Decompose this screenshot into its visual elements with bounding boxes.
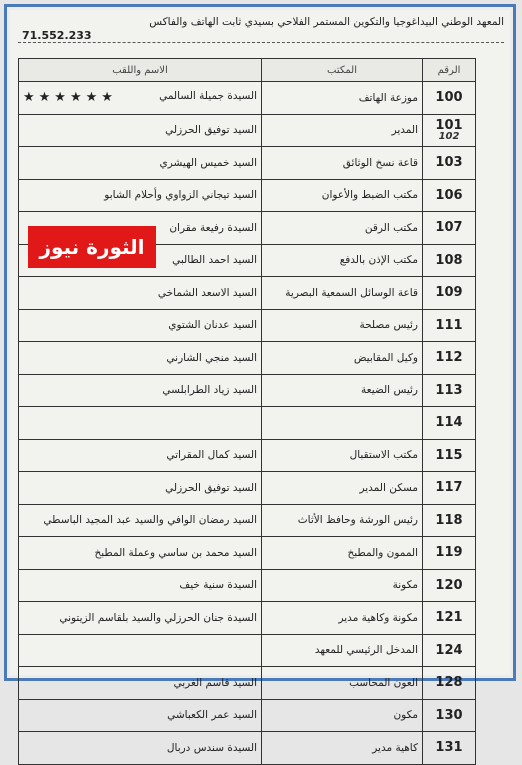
header-office: المكتب: [262, 59, 423, 82]
extension-number: 117: [423, 472, 476, 505]
extension-number: 112: [423, 342, 476, 375]
person-name: السيد محمد بن ساسي وعملة المطبخ: [19, 537, 262, 570]
office-name: مكتب الإذن بالدفع: [262, 244, 423, 277]
person-name: السيدة سندس دربال: [19, 732, 262, 765]
table-row: [19, 602, 476, 635]
extension-number: 114: [423, 407, 476, 440]
table-row: [19, 537, 476, 570]
office-name: رئيس الورشة وحافظ الأثاث: [262, 504, 423, 537]
table-row: [19, 472, 476, 505]
document-frame: [4, 4, 516, 756]
person-name: السيد توفيق الحرزلي: [19, 472, 262, 505]
office-name: كاهية مدير: [262, 732, 423, 765]
office-name: مكتب الرقن: [262, 212, 423, 245]
office-name: مكونة وكاهية مدير: [262, 602, 423, 635]
office-name: مكتب الاستقبال: [262, 439, 423, 472]
office-name: المدخل الرئيسي للمعهد: [262, 634, 423, 667]
office-name: العون المحاسب: [262, 667, 423, 700]
institute-header: [18, 16, 504, 43]
extension-number: 130: [423, 699, 476, 732]
extension-number: 113: [423, 374, 476, 407]
table-row: [19, 732, 476, 765]
person-name: السيدة سنية خيف: [19, 569, 262, 602]
table-row: [19, 634, 476, 667]
handwritten-extension: 102: [438, 130, 460, 142]
office-name: رئيس مصلحة: [262, 309, 423, 342]
extension-number: 119: [423, 537, 476, 570]
office-name: [262, 407, 423, 440]
table-row: [19, 439, 476, 472]
office-name: الممون والمطبخ: [262, 537, 423, 570]
office-name: مسكن المدير: [262, 472, 423, 505]
table-row: [19, 114, 476, 147]
extension-number: 121: [423, 602, 476, 635]
extension-number: 109: [423, 277, 476, 310]
table-row: [19, 504, 476, 537]
office-name: رئيس الضيعة: [262, 374, 423, 407]
person-name: السيد عمر الكعباشي: [19, 699, 262, 732]
person-name: السيد احمد الطالبي: [19, 244, 262, 277]
extension-number: 108: [423, 244, 476, 277]
person-name: [19, 407, 262, 440]
person-name: السيد تيجاني الزواوي وأحلام الشابو: [19, 179, 262, 212]
extension-number: 131: [423, 732, 476, 765]
person-name: السيد خميس الهيشري: [19, 147, 262, 180]
table-row: [19, 147, 476, 180]
person-name: السيدة جنان الحرزلي والسيد بلقاسم الزيتوني: [19, 602, 262, 635]
table-row: [19, 374, 476, 407]
person-name: السيد قاسم الغربي: [19, 667, 262, 700]
extension-number: 107: [423, 212, 476, 245]
person-name: السيد منجي الشارني: [19, 342, 262, 375]
stars-annotation: ★★★★★★: [23, 90, 117, 106]
table-row: [19, 699, 476, 732]
person-name: السيد توفيق الحرزلي: [19, 114, 262, 147]
table-row: [19, 277, 476, 310]
header-number: الرقم: [423, 59, 476, 82]
person-name: السيد رمضان الوافي والسيد عبد المجيد الباسطي: [19, 504, 262, 537]
extension-number: 106: [423, 179, 476, 212]
institute-title: المعهد الوطني البيداغوجيا والتكوين المستمر الفلاحي بسيدي ثابت الهاتف والفاكس: [149, 16, 504, 28]
extension-number: 103: [423, 147, 476, 180]
watermark-logo: [28, 226, 156, 268]
person-name: السيد كمال المقراتي: [19, 439, 262, 472]
person-name: السيد زياد الطرابلسي: [19, 374, 262, 407]
extension-number: 128: [423, 667, 476, 700]
person-name: السيد عدنان الشتوي: [19, 309, 262, 342]
office-name: مكونة: [262, 569, 423, 602]
extension-number: 101 102: [423, 114, 476, 147]
table-row: [19, 309, 476, 342]
extension-number: 118: [423, 504, 476, 537]
table-row: [19, 407, 476, 440]
table-row: [19, 342, 476, 375]
office-name: مكون: [262, 699, 423, 732]
extension-number: 120: [423, 569, 476, 602]
table-row: [19, 667, 476, 700]
table-header-row: [19, 59, 476, 82]
office-name: المدير: [262, 114, 423, 147]
extension-number: 115: [423, 439, 476, 472]
person-name: السيد الاسعد الشماخي: [19, 277, 262, 310]
scanned-page: [10, 10, 510, 756]
office-name: مكتب الضبط والأعوان: [262, 179, 423, 212]
extension-number: 111: [423, 309, 476, 342]
office-name: وكيل المقابيض: [262, 342, 423, 375]
extension-number: 100: [423, 82, 476, 115]
table-row: [19, 569, 476, 602]
logo-text: الثورة نيوز: [39, 235, 145, 259]
person-name: [19, 634, 262, 667]
person-name: السيدة جميلة السالمي ★★★★★★: [19, 82, 262, 115]
header-name: الاسم واللقب: [19, 59, 262, 82]
table-row: [19, 82, 476, 115]
office-name: قاعة الوسائل السمعية البصرية: [262, 277, 423, 310]
table-row: [19, 179, 476, 212]
person-name: السيدة رفيعة مقران: [19, 212, 262, 245]
office-name: قاعة نسخ الوثائق: [262, 147, 423, 180]
office-name: موزعة الهاتف: [262, 82, 423, 115]
extension-number: 124: [423, 634, 476, 667]
phone-fax-number: 71.552.233: [22, 29, 92, 42]
phone-directory-table: [18, 58, 476, 765]
